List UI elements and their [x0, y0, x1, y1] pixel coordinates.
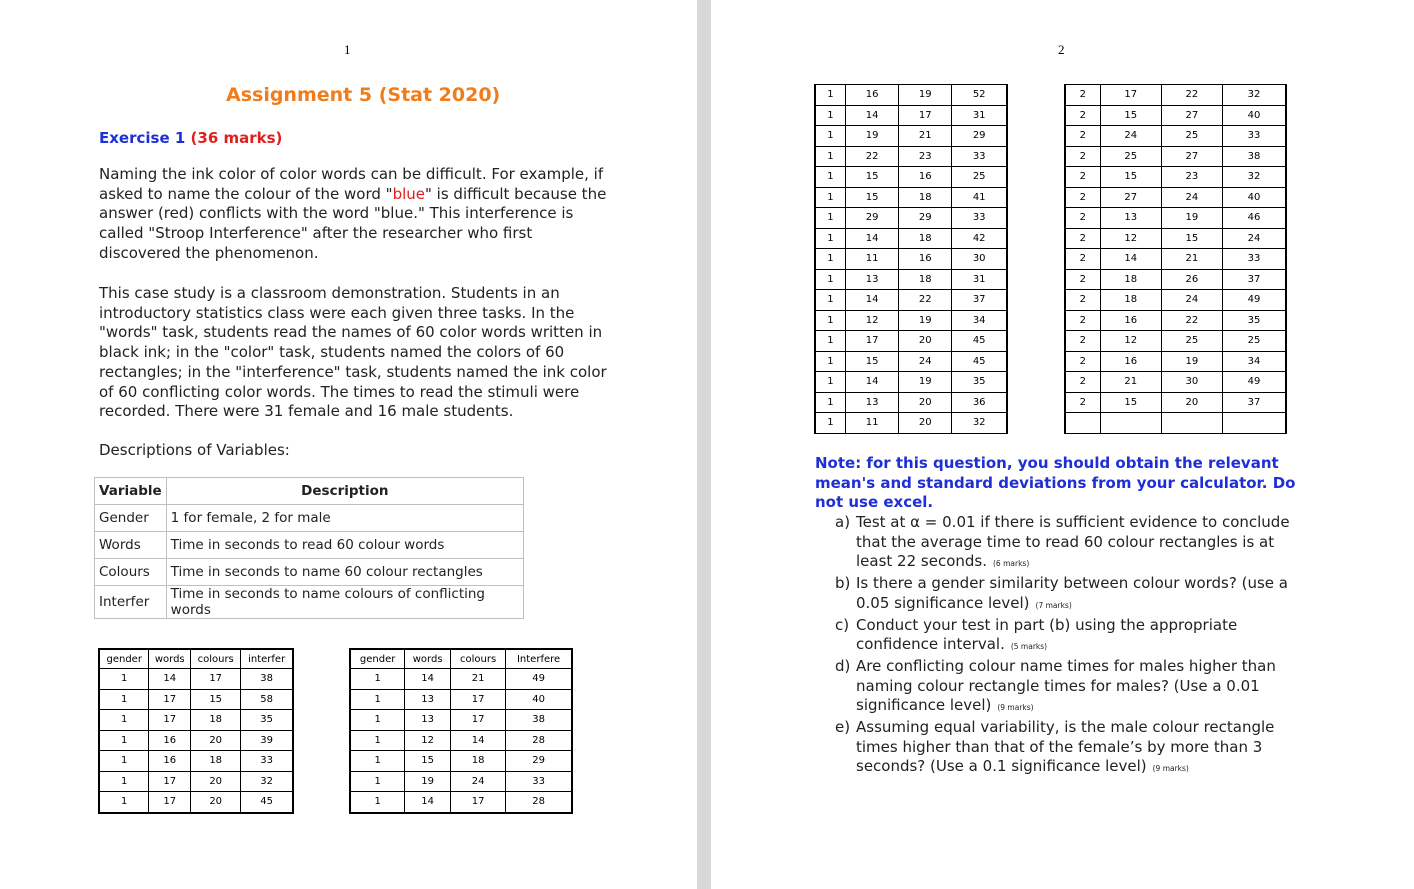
table-row: 2 14 21 33 — [1065, 249, 1286, 270]
table-row: 2 12 25 25 — [1065, 331, 1286, 352]
question-d: d) Are conflicting colour name times for males higher than naming colour rectangle times for males? (Use a 0.01 significance level) (9 marks) — [835, 656, 1276, 715]
page-number: 2 — [1058, 42, 1065, 57]
table-row: 1 17 15 58 — [99, 689, 293, 710]
exercise-label: Exercise 1 — [99, 129, 186, 147]
table-row: 1 14 17 38 — [99, 669, 293, 690]
questions-list — [835, 513, 1310, 779]
table-row: 1 16 20 39 — [99, 730, 293, 751]
table-row: 1 14 19 35 — [815, 372, 1007, 393]
table-row: 1 16 19 52 — [815, 85, 1007, 106]
calculator-note: Note: for this question, you should obtain the relevant mean's and standard deviations from your calculator. Do not use excel. — [815, 454, 1296, 511]
table-row: 1 19 24 33 — [350, 771, 572, 792]
table-row: 1 15 24 45 — [815, 351, 1007, 372]
table-row: 1 14 22 37 — [815, 290, 1007, 311]
table-row: 2 13 19 46 — [1065, 208, 1286, 229]
data-table-page2-female — [814, 84, 1008, 434]
data-table-female-right: gender words colours Interfere 1 14 21 49 1 13 17 40 1 13 17 38 1 12 14 28 1 15 18 29 1 19 24 33 1 14 17 28 — [349, 648, 573, 814]
table-row: 1 11 20 32 — [815, 413, 1007, 434]
variables-table — [94, 477, 524, 619]
marks-label: (5 marks) — [1010, 642, 1048, 652]
table-row: 1 17 20 45 — [815, 331, 1007, 352]
table-row: 2 17 22 32 — [1065, 85, 1286, 106]
table-row: 1 14 18 42 — [815, 228, 1007, 249]
table-row: 2 16 19 34 — [1065, 351, 1286, 372]
table-row: 2 24 25 33 — [1065, 126, 1286, 147]
table-row: 2 16 22 35 — [1065, 310, 1286, 331]
exercise-marks: (36 marks) — [190, 129, 283, 147]
table-row: 1 17 20 45 — [99, 792, 293, 813]
table-row: Interfer Time in seconds to name colours of conflicting words — [95, 586, 524, 619]
case-study-paragraph: This case study is a classroom demonstration. Students in an introductory statistics class were each given three tasks. In the "words" task, students read the names of 60 color words written in black ink; in the "color" task, students named the colors of 60 rectangles; in the "interference" task, students named the ink color of 60 conflicting color words. The times to read the stimuli were recorded. There were 31 female and 16 male students. — [99, 284, 607, 421]
table-row: 1 14 17 28 — [350, 792, 572, 813]
table-row: 1 12 19 34 — [815, 310, 1007, 331]
table-row: 1 12 14 28 — [350, 730, 572, 751]
blue-word: blue — [392, 184, 425, 203]
table-row: 1 15 18 41 — [815, 187, 1007, 208]
table-row: 1 13 17 40 — [350, 689, 572, 710]
exercise-heading — [99, 129, 282, 147]
table-row: 1 16 18 33 — [99, 751, 293, 772]
descriptions-heading: Descriptions of Variables: — [99, 441, 290, 459]
table-row: 1 11 16 30 — [815, 249, 1007, 270]
table-row: 1 14 21 49 — [350, 669, 572, 690]
table-row: 2 21 30 49 — [1065, 372, 1286, 393]
description-header: Description — [166, 478, 523, 505]
question-e: e) Assuming equal variability, is the male colour rectangle times higher than that of the female’s by more than 3 seconds? (Use a 0.1 significance level) (9 marks) — [835, 718, 1275, 776]
marks-label: (7 marks) — [1035, 600, 1072, 610]
table-row: 1 13 18 31 — [815, 269, 1007, 290]
table-row: 2 12 15 24 — [1065, 228, 1286, 249]
table-row: 2 18 24 49 — [1065, 290, 1286, 311]
table-row: 2 18 26 37 — [1065, 269, 1286, 290]
page-number: 1 — [344, 42, 351, 57]
variable-header: Variable — [95, 478, 167, 505]
table-row: 1 15 18 29 — [350, 751, 572, 772]
table-row: 1 17 20 32 — [99, 771, 293, 792]
table-row: 2 15 27 40 — [1065, 105, 1286, 126]
table-row: 1 15 16 25 — [815, 167, 1007, 188]
table-row — [1065, 413, 1286, 434]
question-b: b) Is there a gender similarity between colour words? (use a 0.05 significance level) (7 marks) — [835, 574, 1288, 612]
table-row: 2 27 24 40 — [1065, 187, 1286, 208]
table-row: Gender 1 for female, 2 for male — [95, 505, 524, 532]
table-row: 1 13 17 38 — [350, 710, 572, 731]
marks-label: (9 marks) — [997, 703, 1034, 713]
data-table-page2-male — [1064, 84, 1287, 434]
table-row: 1 17 18 35 — [99, 710, 293, 731]
assignment-title: Assignment 5 (Stat 2020) — [226, 84, 501, 106]
page-1 — [0, 0, 697, 889]
table-row: 1 13 20 36 — [815, 392, 1007, 413]
intro-paragraph: Naming the ink color of color words can be difficult. For example, if asked to name the colour of the word "blue" is difficult because the answer (red) conflicts with the word "blue." This interference is called "Stroop Interference" after the researcher who first discovered the phenomenon. — [99, 165, 607, 262]
table-row: 2 25 27 38 — [1065, 146, 1286, 167]
table-row: 1 29 29 33 — [815, 208, 1007, 229]
question-a: a) Test at α = 0.01 if there is sufficient evidence to conclude that the average time to read 60 colour rectangles is at least 22 seconds. (6 marks) — [835, 513, 1290, 571]
table-row: Colours Time in seconds to name 60 colour rectangles — [95, 559, 524, 586]
question-c: c) Conduct your test in part (b) using the appropriate confidence interval. (5 marks) — [835, 615, 1238, 654]
table-row: 2 15 23 32 — [1065, 167, 1286, 188]
table-row: Words Time in seconds to read 60 colour words — [95, 532, 524, 559]
table-row: 1 14 17 31 — [815, 105, 1007, 126]
table-row: 1 19 21 29 — [815, 126, 1007, 147]
table-row: 1 22 23 33 — [815, 146, 1007, 167]
marks-label: (9 marks) — [1152, 764, 1189, 774]
data-table-female-left: gender words colours interfer 1 14 17 38 1 17 15 58 1 17 18 35 1 16 20 39 1 16 18 33 1 17 20 32 1 17 20 45 — [98, 648, 294, 814]
table-row: 2 15 20 37 — [1065, 392, 1286, 413]
marks-label: (6 marks) — [993, 559, 1030, 569]
